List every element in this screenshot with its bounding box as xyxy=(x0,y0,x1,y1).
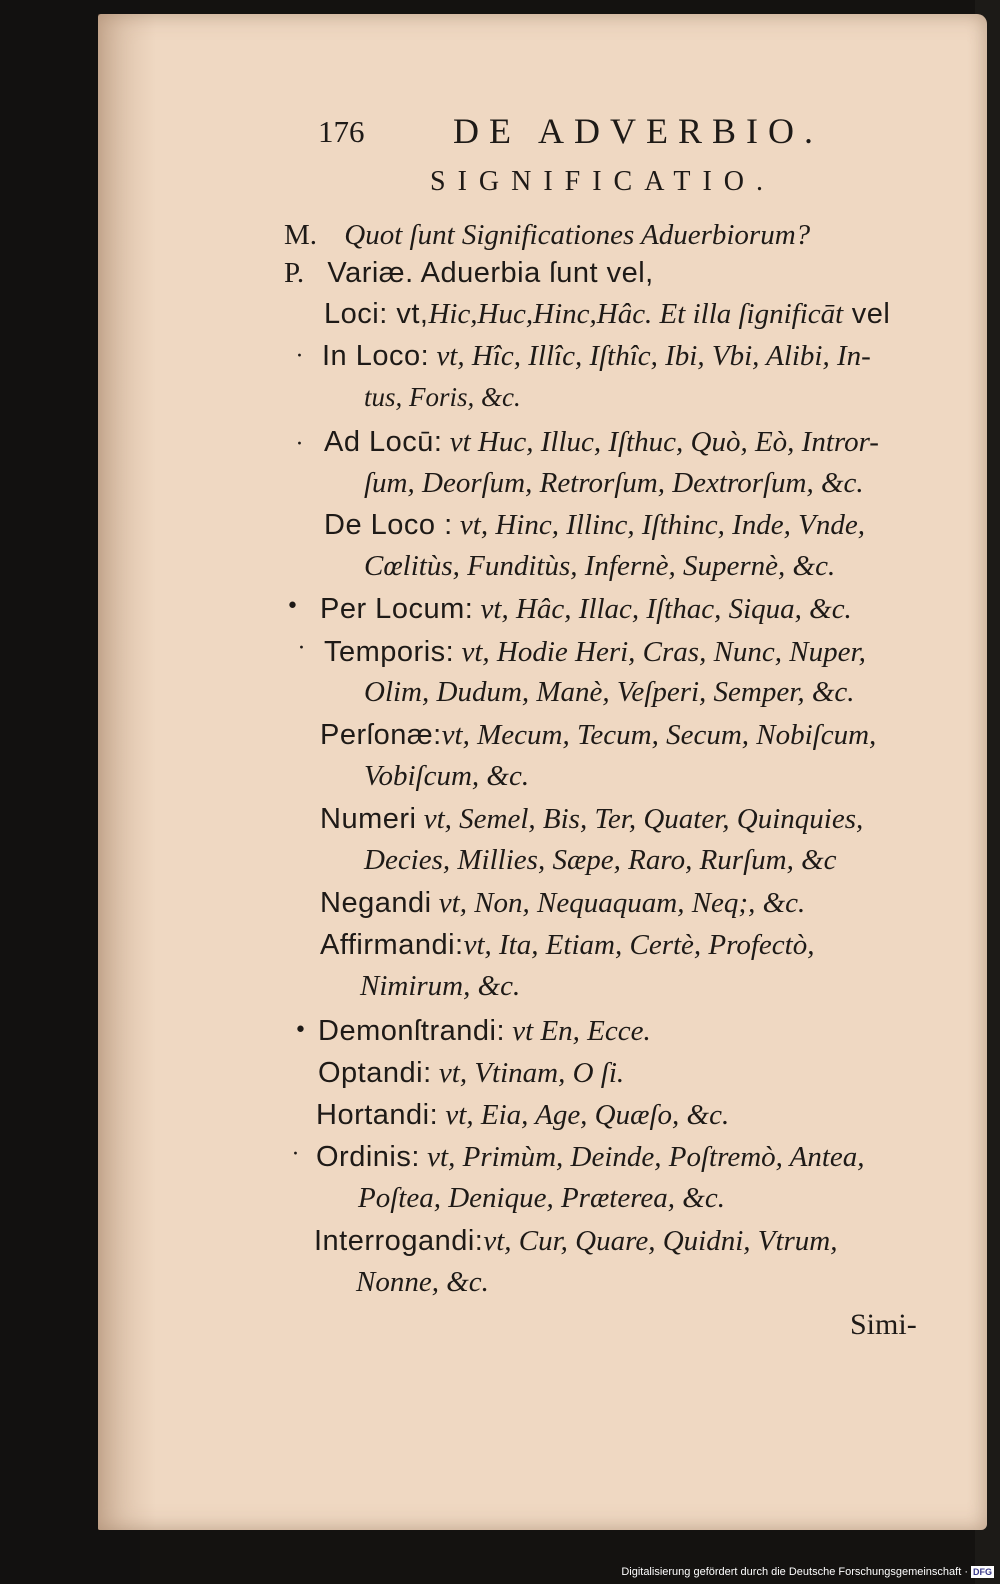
entry-de-loco-continued: Cœlitùs, Funditùs, Infernè, Supernè, &c. xyxy=(364,550,836,582)
entry-demonstrandi xyxy=(318,1016,651,1046)
entry-optandi-category: Optandi: xyxy=(318,1057,432,1089)
entry-affirmandi-category: Affirmandi: xyxy=(320,929,464,961)
entry-loci-vel: vel xyxy=(843,298,891,330)
section-title: SIGNIFICATIO. xyxy=(430,166,775,197)
entry-numeri xyxy=(320,804,863,834)
entry-optandi xyxy=(318,1058,624,1088)
entry-interrogandi-category: Interrogandi: xyxy=(314,1225,484,1257)
bullet-mark: · xyxy=(292,1142,299,1167)
entry-hortandi-examples: vt, Eia, Age, Quæſo, &c. xyxy=(438,1099,730,1131)
dfg-logo-icon: DFG xyxy=(973,1567,992,1577)
entry-hortandi xyxy=(316,1100,729,1130)
answer-line xyxy=(284,258,654,288)
page-number: 176 xyxy=(318,114,365,149)
entry-numeri-continued: Decies, Millies, Sæpe, Raro, Rurſum, &c xyxy=(364,844,837,876)
book-page xyxy=(98,14,987,1530)
entry-per-locum-category: Per Locum: xyxy=(320,593,474,625)
entry-negandi xyxy=(320,888,805,918)
entry-hortandi-category: Hortandi: xyxy=(316,1099,439,1131)
entry-negandi-category: Negandi xyxy=(320,887,432,919)
entry-personae xyxy=(320,720,876,750)
entry-ad-locum-category: Ad Locū: xyxy=(324,426,443,458)
entry-loci-category: Loci: xyxy=(324,298,388,330)
entry-temporis xyxy=(324,637,866,667)
entry-numeri-category: Numeri xyxy=(320,803,417,835)
entry-in-loco-examples: vt, Hîc, Illîc, Iſthîc, Ibi, Vbi, Alibi, In- xyxy=(429,340,871,372)
entry-negandi-examples: vt, Non, Nequaquam, Neq;, &c. xyxy=(431,887,806,919)
answer-text: Variæ. Aduerbia ſunt vel, xyxy=(327,257,654,289)
question-label: M. xyxy=(284,219,318,251)
entry-de-loco-category: De Loco : xyxy=(324,509,453,541)
entry-temporis-examples: vt, Hodie Heri, Cras, Nunc, Nuper, xyxy=(454,636,866,668)
entry-personae-continued: Vobiſcum, &c. xyxy=(364,760,530,792)
entry-per-locum xyxy=(320,594,852,624)
entry-loci-vt: vt, xyxy=(387,298,429,330)
entry-affirmandi xyxy=(320,930,814,960)
entry-ordinis-continued: Poſtea, Denique, Præterea, &c. xyxy=(358,1182,725,1214)
footer-text: Digitalisierung gefördert durch die Deutsche Forschungsgemeinschaft · xyxy=(621,1566,968,1578)
digitization-footer xyxy=(621,1564,994,1580)
entry-loci xyxy=(324,299,890,329)
entry-per-locum-examples: vt, Hâc, Illac, Iſthac, Siqua, &c. xyxy=(473,593,852,625)
entry-optandi-examples: vt, Vtinam, O ſi. xyxy=(431,1057,625,1089)
running-head: DE ADVERBIO. xyxy=(453,111,823,151)
entry-temporis-category: Temporis: xyxy=(324,636,455,668)
entry-demonstrandi-category: Demonſtrandi: xyxy=(318,1015,506,1047)
entry-personae-category: Perſonæ: xyxy=(320,719,442,751)
bullet-mark: • xyxy=(294,1018,307,1043)
entry-in-loco xyxy=(322,341,871,371)
entry-interrogandi-continued: Nonne, &c. xyxy=(356,1266,489,1298)
bullet-mark: • xyxy=(286,594,299,619)
entry-interrogandi xyxy=(314,1226,838,1256)
entry-temporis-continued: Olim, Dudum, Manè, Veſperi, Semper, &c. xyxy=(364,676,855,708)
entry-ordinis-category: Ordinis: xyxy=(316,1141,420,1173)
entry-affirmandi-continued: Nimirum, &c. xyxy=(360,970,521,1002)
bullet-mark: · xyxy=(296,344,303,369)
entry-interrogandi-examples: vt, Cur, Quare, Quidni, Vtrum, xyxy=(483,1225,838,1257)
question-line xyxy=(284,220,810,250)
entry-in-loco-continued: tus, Foris, &c. xyxy=(364,382,521,412)
question-text: Quot ſunt Significationes Aduerbiorum? xyxy=(344,219,811,251)
entry-de-loco xyxy=(324,510,865,540)
entry-in-loco-category: In Loco: xyxy=(322,340,430,372)
answer-label: P. xyxy=(284,257,305,289)
entry-demonstrandi-examples: vt En, Ecce. xyxy=(505,1015,651,1047)
entry-loci-examples: Hic,Huc,Hinc,Hâc. Et illa ſignificāt xyxy=(428,298,844,330)
entry-personae-examples: vt, Mecum, Tecum, Secum, Nobiſcum, xyxy=(441,719,877,751)
bullet-mark: · xyxy=(296,432,303,457)
entry-ordinis xyxy=(316,1142,865,1172)
entry-de-loco-examples: vt, Hinc, Illinc, Iſthinc, Inde, Vnde, xyxy=(452,509,865,541)
entry-ad-locum-examples: vt Huc, Illuc, Iſthuc, Quò, Eò, Intror- xyxy=(442,426,879,458)
entry-numeri-examples: vt, Semel, Bis, Ter, Quater, Quinquies, xyxy=(416,803,864,835)
catchword: Simi- xyxy=(850,1308,917,1341)
entry-ad-locum-continued: ſum, Deorſum, Retrorſum, Dextrorſum, &c. xyxy=(364,467,864,499)
entry-ordinis-examples: vt, Primùm, Deinde, Poſtremò, Antea, xyxy=(419,1141,865,1173)
entry-affirmandi-examples: vt, Ita, Etiam, Certè, Profectò, xyxy=(463,929,815,961)
entry-ad-locum xyxy=(324,427,879,457)
bullet-mark: · xyxy=(298,636,305,661)
